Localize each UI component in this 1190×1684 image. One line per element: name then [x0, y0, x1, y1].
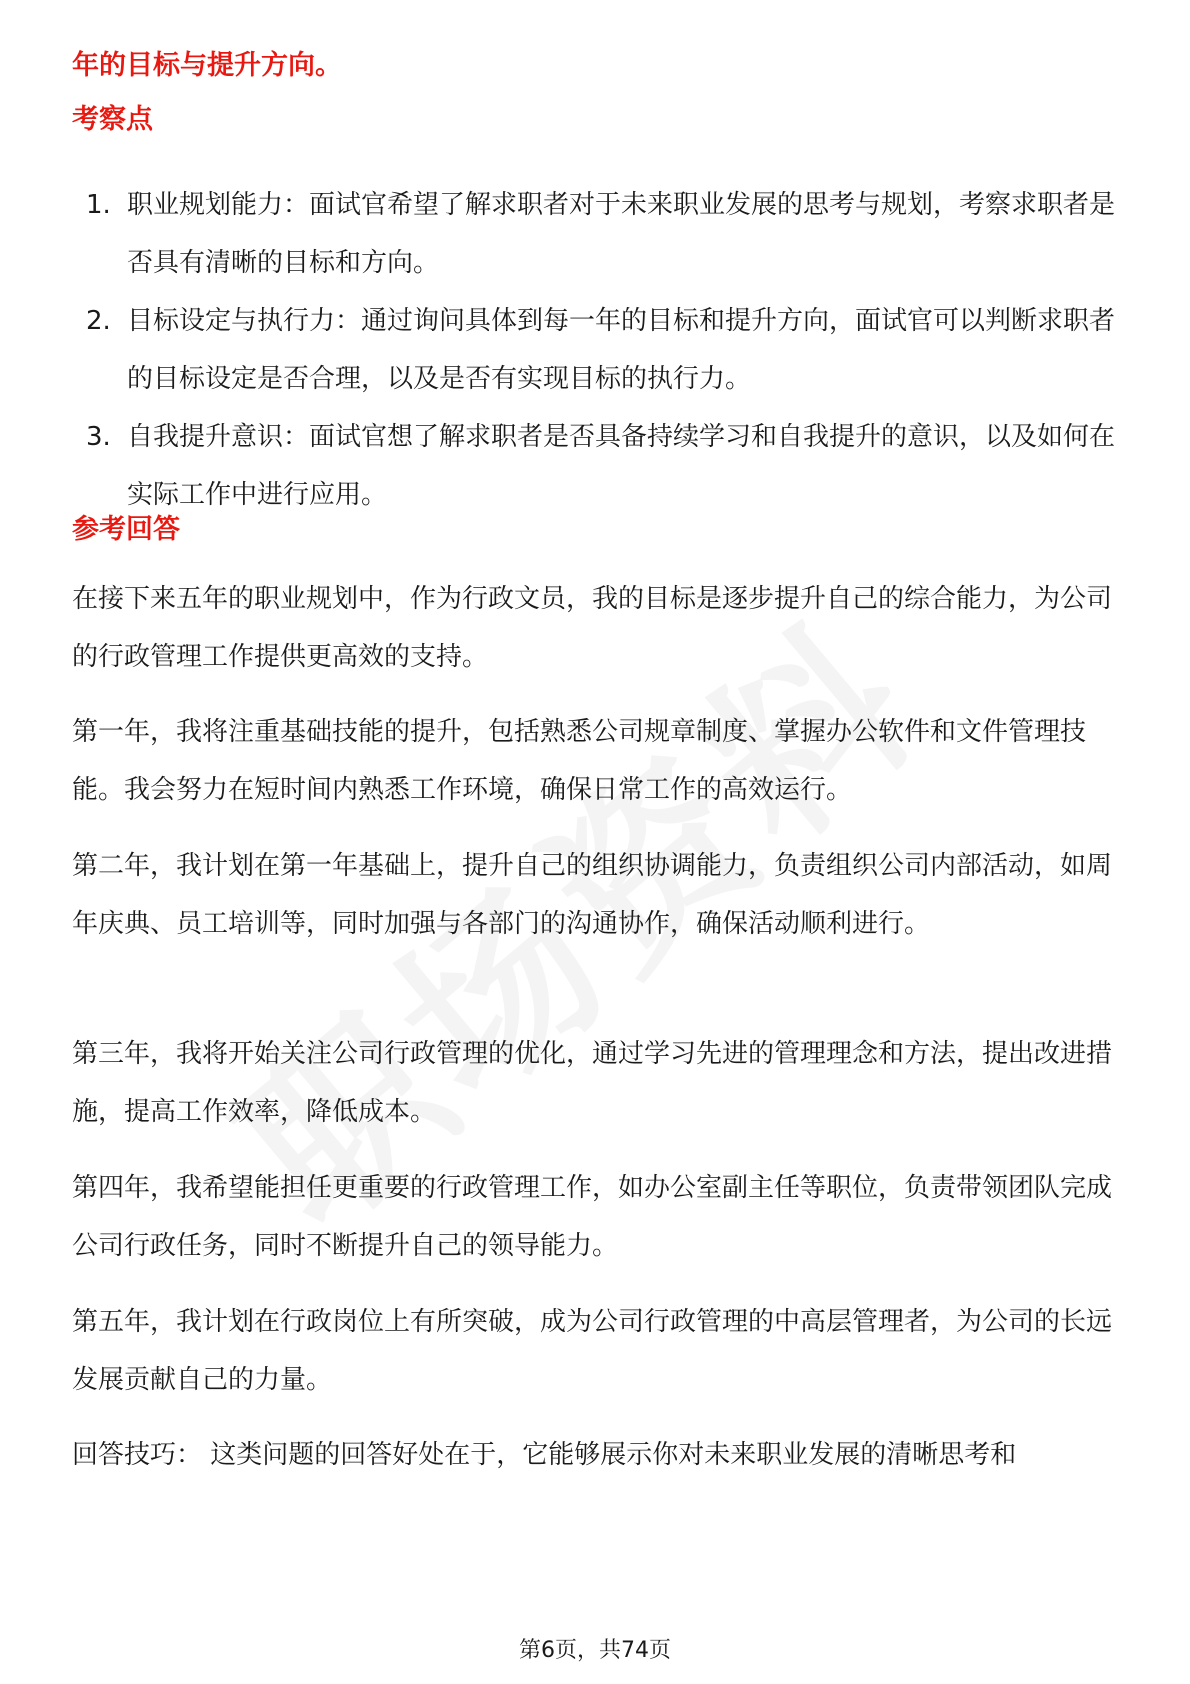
list-item: [72, 292, 1122, 408]
section-title-answer: 参考回答: [72, 514, 180, 545]
answer-paragraph: 第三年，我将开始关注公司行政管理的优化，通过学习先进的管理理念和方法，提出改进措施，提高工作效率，降低成本。: [72, 1039, 1113, 1127]
heading-continuation: 年的目标与提升方向。: [72, 50, 342, 81]
list-item-text: 职业规划能力：面试官希望了解求职者对于未来职业发展的思考与规划，考察求职者是否具有清晰的目标和方向。: [127, 190, 1116, 278]
answer-tips: 回答技巧： 这类问题的回答好处在于，它能够展示你对未来职业发展的清晰思考和: [72, 1440, 1017, 1470]
points-list: [72, 176, 1122, 524]
list-item-text: 目标设定与执行力：通过询问具体到每一年的目标和提升方向，面试官可以判断求职者的目标设定是否合理，以及是否有实现目标的执行力。: [127, 306, 1116, 394]
section-title-points: 考察点: [72, 104, 153, 135]
answer-paragraph: 第一年，我将注重基础技能的提升，包括熟悉公司规章制度、掌握办公软件和文件管理技能。我会努力在短时间内熟悉工作环境，确保日常工作的高效运行。: [72, 717, 1087, 805]
page-number: 第6页，共74页: [519, 1638, 671, 1663]
answer-paragraph: 第二年，我计划在第一年基础上，提升自己的组织协调能力，负责组织公司内部活动，如周年庆典、员工培训等，同时加强与各部门的沟通协作，确保活动顺利进行。: [72, 851, 1113, 939]
list-item-text: 自我提升意识：面试官想了解求职者是否具备持续学习和自我提升的意识，以及如何在实际工作中进行应用。: [127, 422, 1116, 510]
answer-paragraph: 第五年，我计划在行政岗位上有所突破，成为公司行政管理的中高层管理者，为公司的长远发展贡献自己的力量。: [72, 1307, 1113, 1395]
list-item: [72, 176, 1122, 292]
answer-paragraph: 在接下来五年的职业规划中，作为行政文员，我的目标是逐步提升自己的综合能力，为公司的行政管理工作提供更高效的支持。: [72, 584, 1113, 672]
list-item-number: 1.: [86, 190, 111, 220]
list-item-number: 3.: [86, 422, 111, 452]
list-item: [72, 408, 1122, 524]
list-item-number: 2.: [86, 306, 111, 336]
answer-paragraph: 第四年，我希望能担任更重要的行政管理工作，如办公室副主任等职位，负责带领团队完成公司行政任务，同时不断提升自己的领导能力。: [72, 1173, 1113, 1261]
